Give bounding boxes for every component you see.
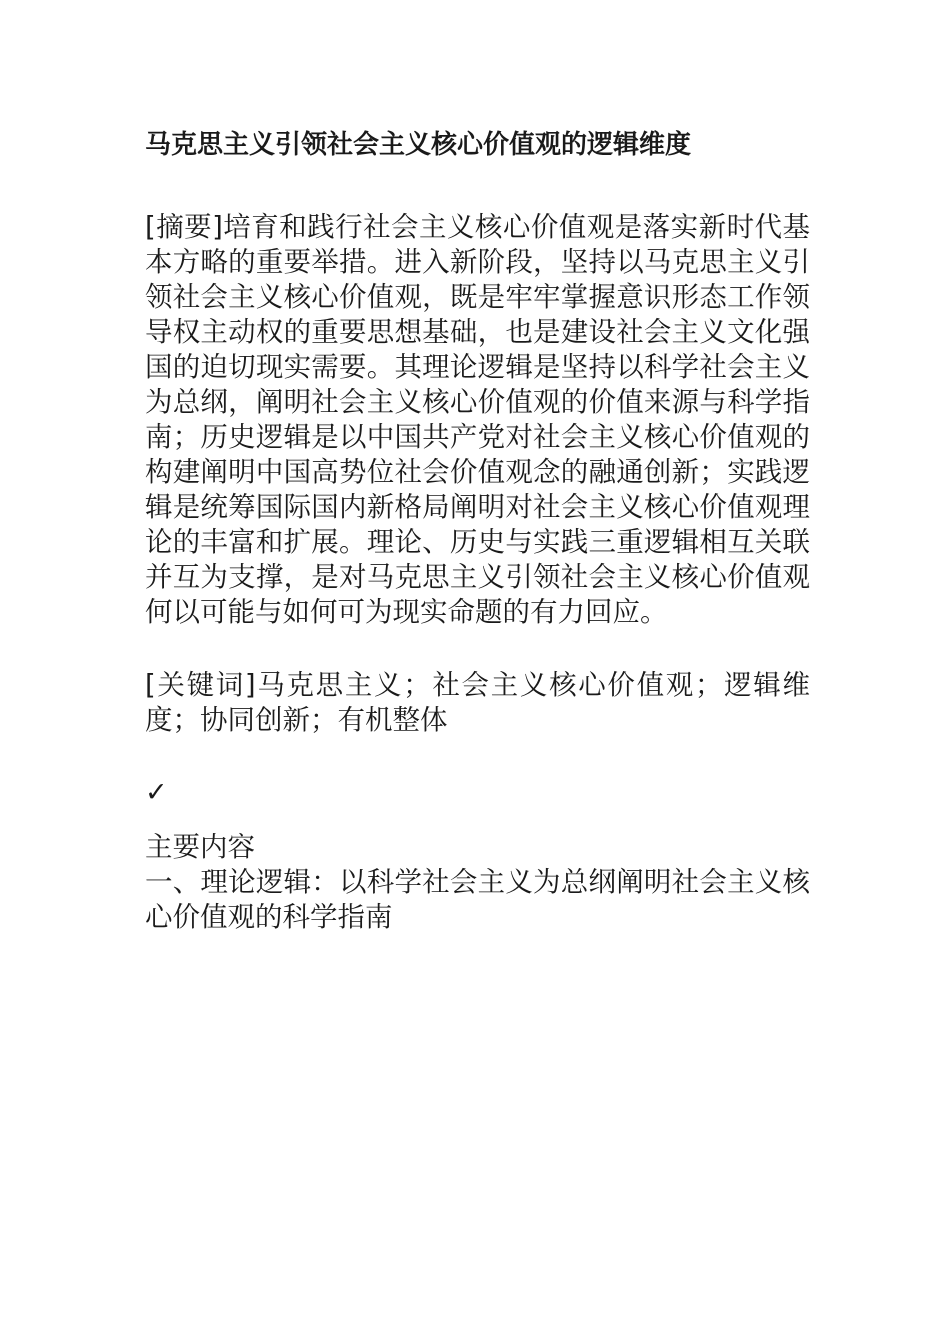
contents-section	[145, 830, 810, 935]
keywords-paragraph: [关键词]马克思主义；社会主义核心价值观；逻辑维度；协同创新；有机整体	[145, 669, 810, 736]
section-heading-one: 一、理论逻辑：以科学社会主义为总纲阐明社会主义核心价值观的科学指南	[145, 866, 810, 933]
checkmark-icon: ✓	[145, 777, 168, 808]
abstract-paragraph: [摘要]培育和践行社会主义核心价值观是落实新时代基本方略的重要举措。进入新阶段，坚持以马克思主义引领社会主义核心价值观，既是牢牢掌握意识形态工作领导权主动权的重要思想基础，也是建设社会主义文化强国的迫切现实需要。其理论逻辑是坚持以科学社会主义为总纲，阐明社会主义核心价值观的价值来源与科学指南；历史逻辑是以中国共产党对社会主义核心价值观的构建阐明中国高势位社会价值观念的融通创新；实践逻辑是统筹国际国内新格局阐明对社会主义核心价值观理论的丰富和扩展。理论、历史与实践三重逻辑相互关联并互为支撑，是对马克思主义引领社会主义核心价值观何以可能与如何可为现实命题的有力回应。	[145, 211, 810, 628]
document-title: 马克思主义引领社会主义核心价值观的逻辑维度	[145, 130, 692, 160]
contents-heading: 主要内容	[145, 831, 255, 863]
